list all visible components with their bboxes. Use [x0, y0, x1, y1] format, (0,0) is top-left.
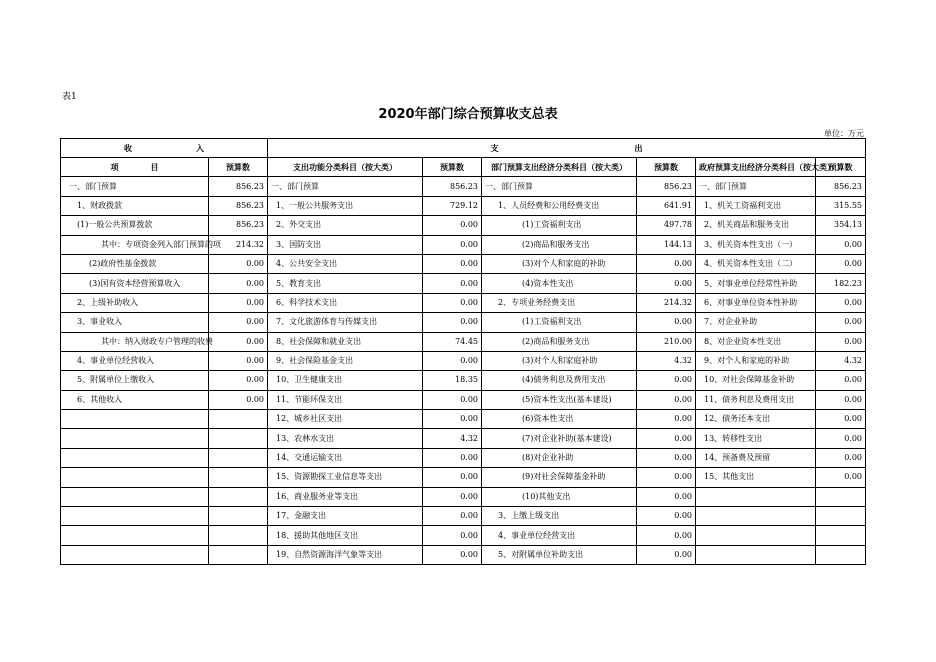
table-row: [61, 177, 866, 196]
gov-econ-item: 1、机关工资福利支出: [696, 196, 816, 215]
dept-econ-budget: 0.00: [637, 487, 696, 506]
gov-econ-budget: [816, 545, 866, 564]
dept-econ-budget: 210.00: [637, 332, 696, 351]
gov-econ-budget: 0.00: [816, 410, 866, 429]
func-class-budget: 74.45: [423, 332, 482, 351]
func-class-item: 7、文化旅游体育与传媒支出: [268, 313, 423, 332]
dept-econ-item: (10)其他支出: [482, 487, 637, 506]
gov-econ-item: 11、债务利息及费用支出: [696, 390, 816, 409]
gov-econ-item: 13、转移性支出: [696, 429, 816, 448]
gov-econ-budget: 354.13: [816, 216, 866, 235]
item-header: 项 目: [61, 158, 209, 177]
gov-econ-item: 15、其他支出: [696, 468, 816, 487]
func-class-item: 10、卫生健康支出: [268, 371, 423, 390]
dept-econ-item: (8)对企业补助: [482, 448, 637, 467]
table-row: [61, 487, 866, 506]
func-class-budget: 0.00: [423, 468, 482, 487]
income-item: [61, 507, 209, 526]
table-row: [61, 254, 866, 273]
func-class-budget: 0.00: [423, 293, 482, 312]
dept-econ-budget: 0.00: [637, 410, 696, 429]
dept-econ-item: (3)对个人和家庭的补助: [482, 254, 637, 273]
income-budget: 0.00: [209, 371, 268, 390]
dept-econ-item: (4)资本性支出: [482, 274, 637, 293]
table-row: [61, 313, 866, 332]
dept-econ-item: 一、部门预算: [482, 177, 637, 196]
table-row: [61, 216, 866, 235]
income-budget: [209, 468, 268, 487]
func-class-budget: 0.00: [423, 448, 482, 467]
func-class-item: 9、社会保险基金支出: [268, 351, 423, 370]
dept-econ-item: 4、事业单位经营支出: [482, 526, 637, 545]
income-item: [61, 429, 209, 448]
income-budget: 0.00: [209, 254, 268, 273]
gov-econ-budget: 0.00: [816, 390, 866, 409]
func-class-item: 1、一般公共服务支出: [268, 196, 423, 215]
func-class-budget: 0.00: [423, 507, 482, 526]
expense-header: 支 出: [268, 139, 866, 158]
func-class-budget: 0.00: [423, 313, 482, 332]
gov-econ-budget: 0.00: [816, 429, 866, 448]
func-class-budget: 0.00: [423, 487, 482, 506]
func-class-budget: 0.00: [423, 545, 482, 564]
dept-econ-budget: 497.78: [637, 216, 696, 235]
dept-econ-item: (3)对个人和家庭补助: [482, 351, 637, 370]
func-class-item: 16、商业服务业等支出: [268, 487, 423, 506]
dept-econ-budget: 641.91: [637, 196, 696, 215]
table-row: [61, 526, 866, 545]
table-row: [61, 410, 866, 429]
income-budget: [209, 507, 268, 526]
gov-econ-budget: 315.55: [816, 196, 866, 215]
sheet-label: 表1: [62, 92, 77, 102]
func-class-budget: 0.00: [423, 526, 482, 545]
income-item: [61, 410, 209, 429]
func-class-item: 14、交通运输支出: [268, 448, 423, 467]
gov-econ-item: [696, 487, 816, 506]
gov-econ-budget: 0.00: [816, 293, 866, 312]
budget-header-2: 预算数: [423, 158, 482, 177]
func-class-item: 4、公共安全支出: [268, 254, 423, 273]
func-class-item: 19、自然资源海洋气象等支出: [268, 545, 423, 564]
income-item: (3)国有资本经营预算收入: [61, 274, 209, 293]
gov-econ-item: 9、对个人和家庭的补助: [696, 351, 816, 370]
func-class-budget: 0.00: [423, 274, 482, 293]
income-header: 收 入: [61, 139, 268, 158]
income-item: [61, 468, 209, 487]
gov-econ-budget: 4.32: [816, 351, 866, 370]
gov-econ-budget: 0.00: [816, 371, 866, 390]
func-class-budget: 0.00: [423, 254, 482, 273]
income-item: [61, 487, 209, 506]
func-class-item: 18、援助其他地区支出: [268, 526, 423, 545]
income-budget: 214.32: [209, 235, 268, 254]
budget-header-4: 预算数: [816, 158, 866, 177]
dept-econ-budget: 4.32: [637, 351, 696, 370]
gov-econ-item: 2、机关商品和服务支出: [696, 216, 816, 235]
income-item: [61, 545, 209, 564]
func-class-budget: 4.32: [423, 429, 482, 448]
func-class-item: 17、金融支出: [268, 507, 423, 526]
income-budget: 856.23: [209, 216, 268, 235]
dept-econ-item: (9)对社会保障基金补助: [482, 468, 637, 487]
dept-econ-budget: 0.00: [637, 468, 696, 487]
dept-econ-budget: 0.00: [637, 254, 696, 273]
income-budget: 0.00: [209, 313, 268, 332]
table-row: [61, 429, 866, 448]
dept-econ-item: (1)工资福利支出: [482, 216, 637, 235]
gov-econ-budget: 0.00: [816, 254, 866, 273]
gov-econ-item: 7、对企业补助: [696, 313, 816, 332]
income-item: 一、部门预算: [61, 177, 209, 196]
income-budget: 0.00: [209, 274, 268, 293]
income-budget: 0.00: [209, 293, 268, 312]
income-item: 其中：专项资金列入部门预算的项: [61, 235, 209, 254]
func-class-item: 6、科学技术支出: [268, 293, 423, 312]
gov-econ-item: [696, 545, 816, 564]
func-class-budget: 0.00: [423, 235, 482, 254]
income-item: [61, 448, 209, 467]
dept-econ-item: 2、专项业务经费支出: [482, 293, 637, 312]
table-row: [61, 196, 866, 215]
income-budget: 856.23: [209, 177, 268, 196]
dept-econ-budget: 0.00: [637, 507, 696, 526]
income-item: (1)一般公共预算拨款: [61, 216, 209, 235]
gov-econ-budget: 0.00: [816, 332, 866, 351]
gov-econ-class-header: 政府预算支出经济分类科目（按大类）: [696, 158, 816, 177]
income-budget: 0.00: [209, 332, 268, 351]
income-budget: [209, 448, 268, 467]
income-budget: [209, 545, 268, 564]
gov-econ-budget: [816, 507, 866, 526]
dept-econ-item: (7)对企业补助(基本建设): [482, 429, 637, 448]
dept-econ-item: 3、上缴上级支出: [482, 507, 637, 526]
gov-econ-budget: [816, 526, 866, 545]
gov-econ-budget: 856.23: [816, 177, 866, 196]
func-class-budget: 0.00: [423, 351, 482, 370]
dept-econ-item: (2)商品和服务支出: [482, 235, 637, 254]
gov-econ-budget: 0.00: [816, 235, 866, 254]
func-class-budget: 0.00: [423, 216, 482, 235]
dept-econ-item: (6)资本性支出: [482, 410, 637, 429]
dept-econ-budget: 0.00: [637, 371, 696, 390]
income-item: 2、上级补助收入: [61, 293, 209, 312]
table-row: [61, 274, 866, 293]
dept-econ-item: 5、对附属单位补助支出: [482, 545, 637, 564]
func-class-item: 3、国防支出: [268, 235, 423, 254]
table-row: [61, 235, 866, 254]
gov-econ-budget: 0.00: [816, 468, 866, 487]
func-class-item: 一、部门预算: [268, 177, 423, 196]
unit-label: 单位：万元: [824, 129, 864, 138]
table-row: [61, 448, 866, 467]
dept-econ-class-header: 部门预算支出经济分类科目（按大类）: [482, 158, 637, 177]
gov-econ-budget: 0.00: [816, 313, 866, 332]
func-class-budget: 729.12: [423, 196, 482, 215]
budget-header-1: 预算数: [209, 158, 268, 177]
dept-econ-item: (2)商品和服务支出: [482, 332, 637, 351]
gov-econ-item: [696, 526, 816, 545]
income-item: 3、事业收入: [61, 313, 209, 332]
dept-econ-budget: 0.00: [637, 526, 696, 545]
table-row: [61, 507, 866, 526]
table-row: [61, 332, 866, 351]
gov-econ-item: 12、债务还本支出: [696, 410, 816, 429]
table-row: [61, 351, 866, 370]
func-class-item: 15、资源勘探工业信息等支出: [268, 468, 423, 487]
gov-econ-item: 14、预备费及预留: [696, 448, 816, 467]
gov-econ-item: 一、部门预算: [696, 177, 816, 196]
income-budget: [209, 410, 268, 429]
gov-econ-budget: 182.23: [816, 274, 866, 293]
table-row: [61, 371, 866, 390]
dept-econ-item: 1、人员经费和公用经费支出: [482, 196, 637, 215]
gov-econ-item: [696, 507, 816, 526]
income-budget: 856.23: [209, 196, 268, 215]
gov-econ-item: 4、机关资本性支出（二）: [696, 254, 816, 273]
budget-header-3: 预算数: [637, 158, 696, 177]
income-item: 1、财政拨款: [61, 196, 209, 215]
func-class-item: 11、节能环保支出: [268, 390, 423, 409]
gov-econ-budget: [816, 487, 866, 506]
func-class-item: 5、教育支出: [268, 274, 423, 293]
page-title: 2020年部门综合预算收支总表: [378, 107, 558, 122]
dept-econ-budget: 856.23: [637, 177, 696, 196]
func-class-header: 支出功能分类科目（按大类）: [268, 158, 423, 177]
budget-summary-table: [60, 138, 866, 565]
income-item: 6、其他收入: [61, 390, 209, 409]
dept-econ-budget: 0.00: [637, 313, 696, 332]
dept-econ-budget: 0.00: [637, 448, 696, 467]
gov-econ-item: 8、对企业资本性支出: [696, 332, 816, 351]
income-budget: 0.00: [209, 351, 268, 370]
income-budget: 0.00: [209, 390, 268, 409]
gov-econ-item: 3、机关资本性支出（一）: [696, 235, 816, 254]
func-class-item: 8、社会保障和就业支出: [268, 332, 423, 351]
income-item: 5、附属单位上缴收入: [61, 371, 209, 390]
func-class-item: 2、外交支出: [268, 216, 423, 235]
income-item: [61, 526, 209, 545]
dept-econ-budget: 0.00: [637, 545, 696, 564]
table-row: [61, 468, 866, 487]
func-class-item: 13、农林水支出: [268, 429, 423, 448]
dept-econ-budget: 144.13: [637, 235, 696, 254]
header-row-1: [61, 139, 866, 158]
income-budget: [209, 429, 268, 448]
func-class-budget: 856.23: [423, 177, 482, 196]
dept-econ-budget: 0.00: [637, 390, 696, 409]
income-item: (2)政府性基金拨款: [61, 254, 209, 273]
table-row: [61, 390, 866, 409]
table-row: [61, 293, 866, 312]
dept-econ-budget: 0.00: [637, 274, 696, 293]
func-class-budget: 18.35: [423, 371, 482, 390]
income-budget: [209, 526, 268, 545]
income-item: 其中：纳入财政专户管理的收费: [61, 332, 209, 351]
gov-econ-budget: 0.00: [816, 448, 866, 467]
func-class-item: 12、城乡社区支出: [268, 410, 423, 429]
dept-econ-item: (1)工资福利支出: [482, 313, 637, 332]
dept-econ-item: (4)债务利息及费用支出: [482, 371, 637, 390]
func-class-budget: 0.00: [423, 410, 482, 429]
dept-econ-item: (5)资本性支出(基本建设): [482, 390, 637, 409]
func-class-budget: 0.00: [423, 390, 482, 409]
gov-econ-item: 6、对事业单位资本性补助: [696, 293, 816, 312]
dept-econ-budget: 0.00: [637, 429, 696, 448]
header-row-2: [61, 158, 866, 177]
gov-econ-item: 5、对事业单位经常性补助: [696, 274, 816, 293]
income-item: 4、事业单位经营收入: [61, 351, 209, 370]
table-row: [61, 545, 866, 564]
income-budget: [209, 487, 268, 506]
gov-econ-item: 10、对社会保障基金补助: [696, 371, 816, 390]
dept-econ-budget: 214.32: [637, 293, 696, 312]
